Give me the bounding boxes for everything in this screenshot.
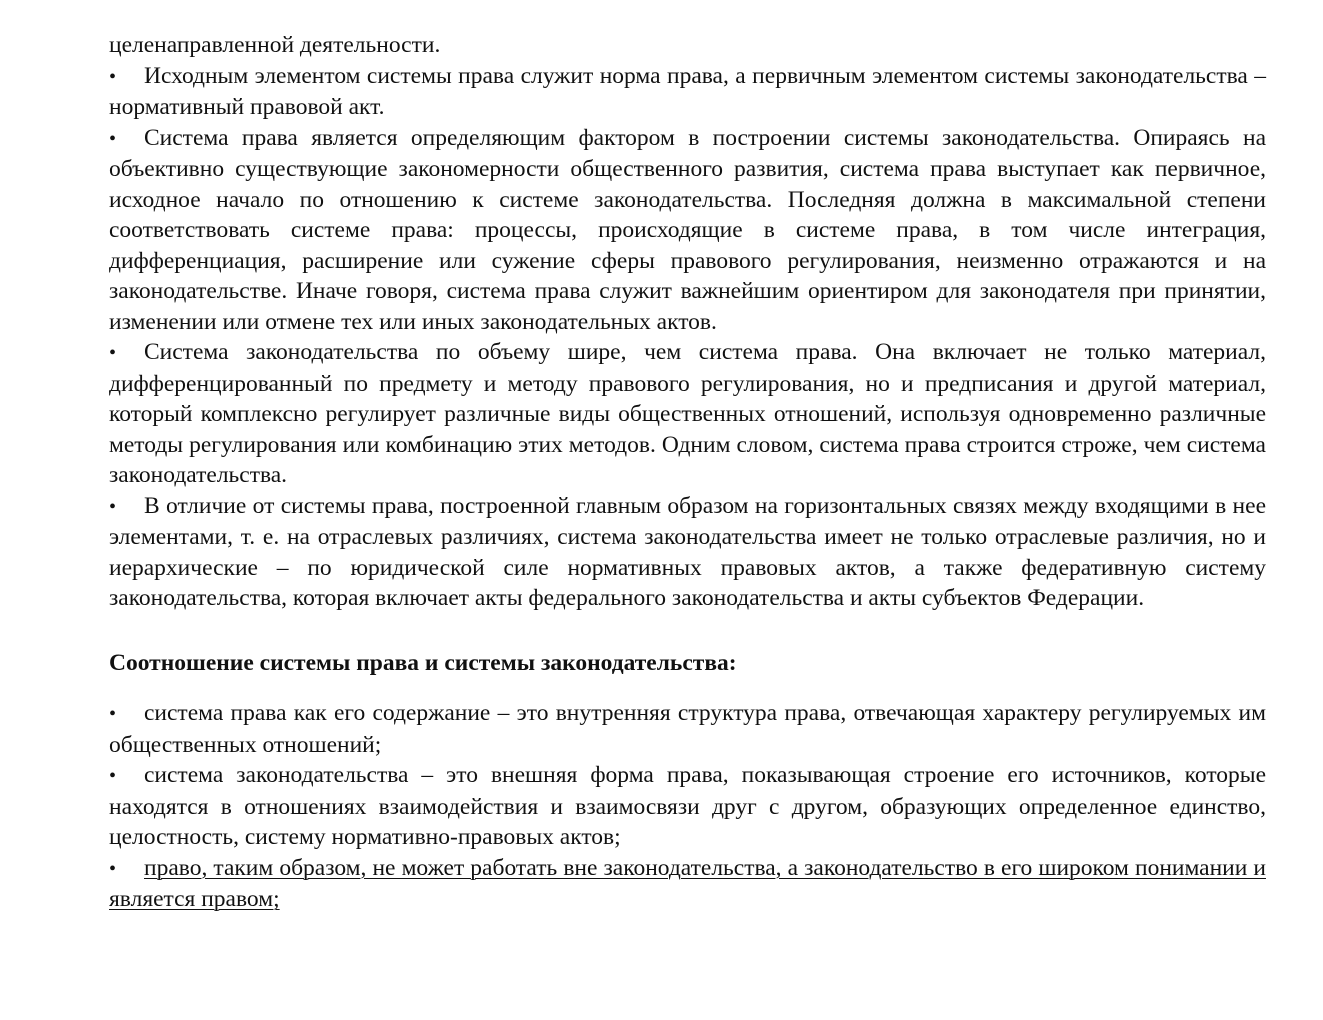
bullet-icon: • (109, 495, 117, 518)
bullet-icon: • (109, 857, 117, 880)
bullet-system-determining-factor (109, 123, 1266, 338)
bullet-hierarchical-differences (109, 491, 1266, 614)
bullet-text: система права как его содержание – это внутренняя структура права, отвечающая характеру регулируемых им общественных отношений; (109, 700, 1266, 758)
bullet-norm-of-law (109, 61, 1266, 123)
bullet-system-of-legislation-form (109, 760, 1266, 853)
bullet-icon: • (109, 342, 117, 364)
bullet-text: Система права является определяющим фактором в построении системы законодательства. Опираясь на объективно существующие закономерности общественного развития, система права выступает как первичное, исходное начало по отношению к системе законодательства. Последняя должна в максимальной степени соответствовать системе права: процессы, происходящие в системе права, в том числе интеграция, дифференциация, расширение или сужение сферы правового регулирования, неизменно отражаются и на законодательстве. Иначе говоря, система права служит важнейшим ориентиром для законодателя при принятии, изменении или отмене тех или иных законодательных актов. (109, 124, 1266, 335)
bullet-icon: • (109, 703, 117, 725)
bullet-text: Исходным элементом системы права служит норма права, а первичным элементом системы законодательства – нормативный правовой акт. (109, 62, 1266, 120)
section-heading: Соотношение системы права и системы законодательства: (109, 649, 737, 676)
intro-line: целенаправленной деятельности. (109, 32, 441, 58)
bullet-text: система законодательства – это внешняя форма права, показывающая строение его источников, которые находятся в отношениях взаимодействия и взаимосвязи друг с другом, образующих определенное единство, целостность, систему нормативно-правовых актов; (109, 762, 1266, 850)
bullet-text: В отличие от системы права, построенной главным образом на горизонтальных связях между входящими в нее элементами, т. е. на отраслевых различиях, система законодательства имеет не только отраслевые различия, но и иерархические – по юридической силе нормативных правовых актов, а также федеративную систему законодательства, которая включает акты федерального законодательства и акты субъектов Федерации. (109, 492, 1266, 611)
bullet-icon: • (109, 65, 117, 88)
bullet-text: право, таким образом, не может работать вне законодательства, а законодательство в его широком понимании и является правом; (109, 854, 1266, 912)
bullet-icon: • (109, 765, 117, 787)
bullet-law-and-legislation (109, 853, 1266, 915)
bullet-icon: • (109, 127, 117, 150)
bullet-text: Система законодательства по объему шире, чем система права. Она включает не только материал, дифференцированный по предмету и методу правового регулирования, но и предписания и другой материал, который комплексно регулирует различные виды общественных отношений, используя одновременно различные методы регулирования или комбинацию этих методов. Одним словом, система права строится строже, чем система законодательства. (109, 339, 1266, 488)
bullet-legislation-broader (109, 337, 1266, 491)
bullet-system-of-law-content (109, 698, 1266, 760)
